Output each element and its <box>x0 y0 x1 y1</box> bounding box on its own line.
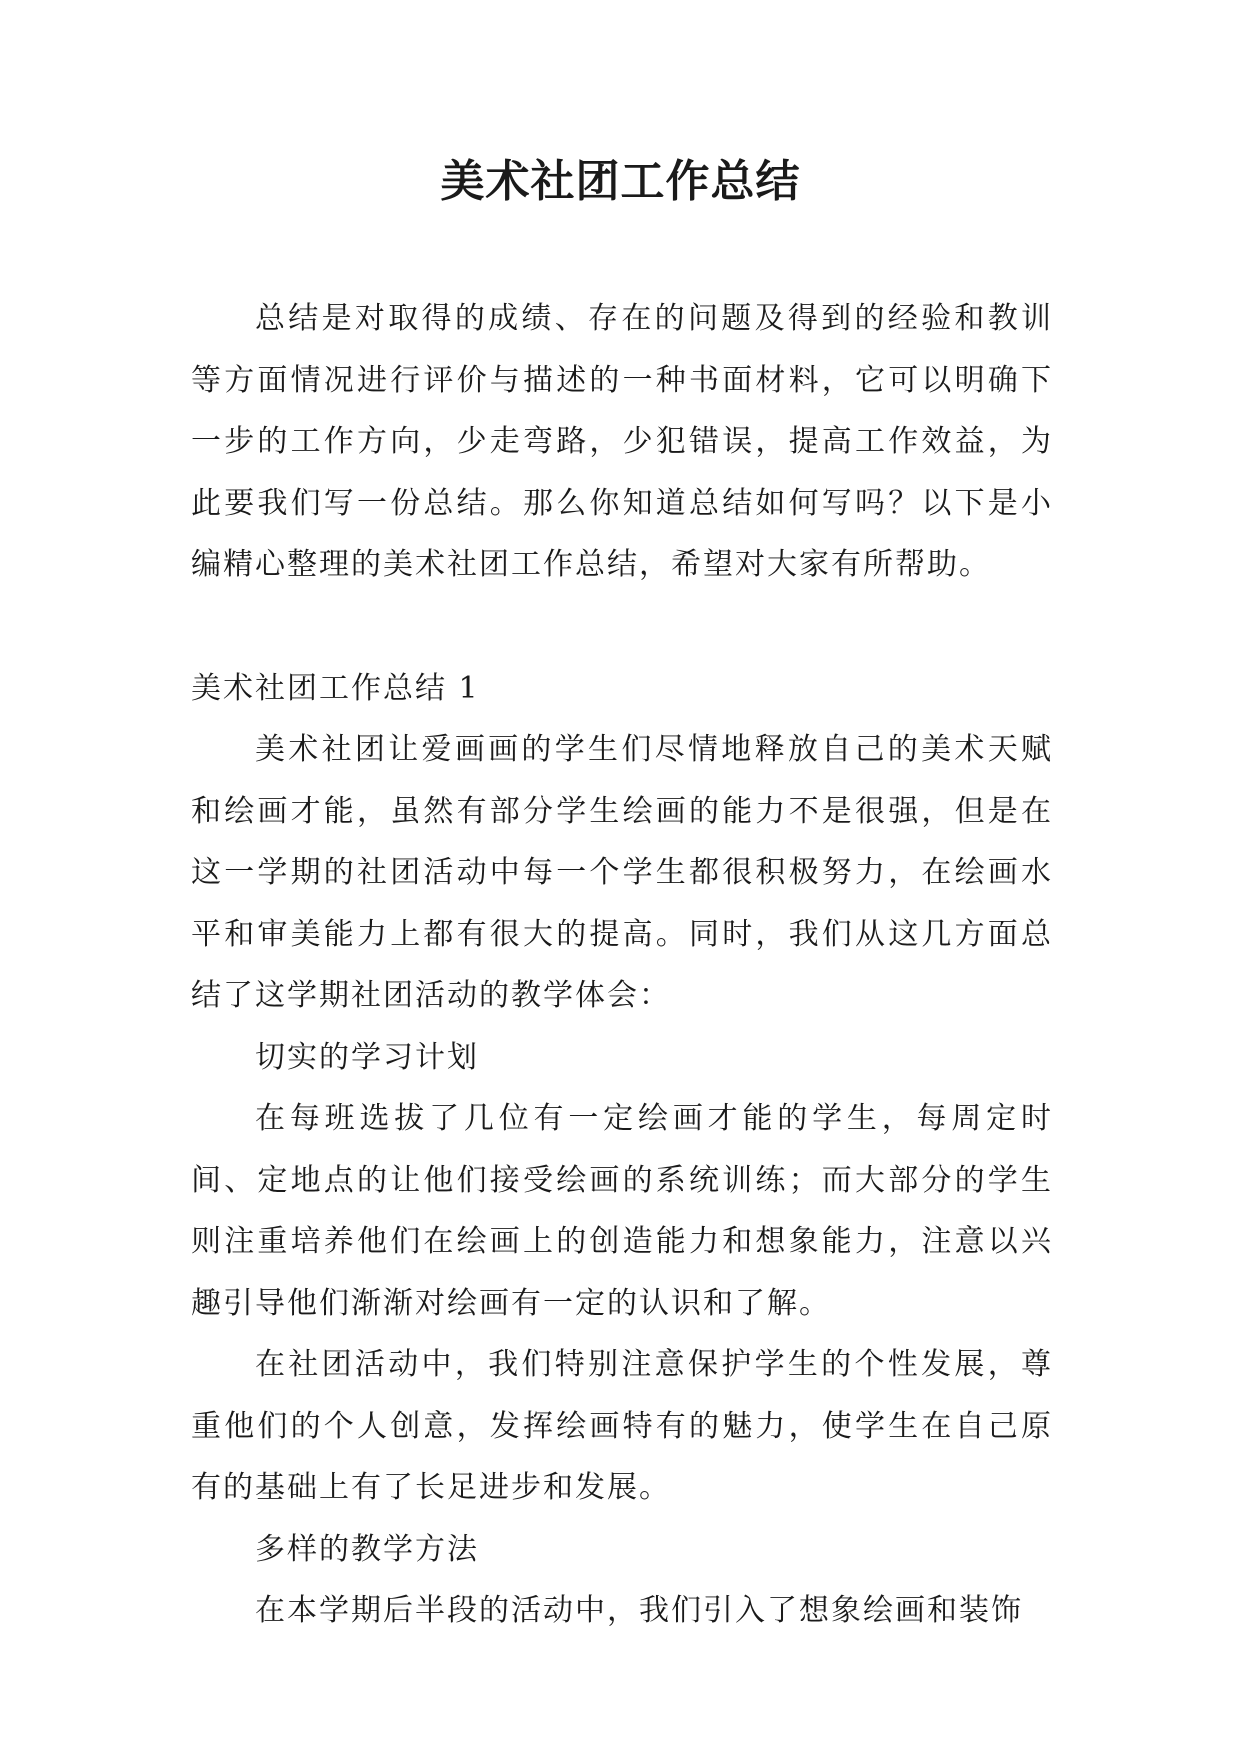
body-paragraph: 在社团活动中，我们特别注意保护学生的个性发展，尊重他们的个人创意，发挥绘画特有的魅力，使学生在自己原有的基础上有了长足进步和发展。 <box>191 1347 1053 1505</box>
body-paragraph: 美术社团让爱画画的学生们尽情地释放自己的美术天赋和绘画才能，虽然有部分学生绘画的能力不是很强，但是在这一学期的社团活动中每一个学生都很积极努力，在绘画水平和审美能力上都有很大的提高。同时，我们从这几方面总结了这学期社团活动的教学体会： <box>191 732 1053 1013</box>
subheading-study-plan: 切实的学习计划 <box>255 1039 479 1075</box>
section-title: 美术社团工作总结 1 <box>191 670 480 706</box>
subheading-teaching-methods: 多样的教学方法 <box>255 1531 479 1567</box>
document-body <box>191 288 1053 1642</box>
document-title: 美术社团工作总结 <box>440 156 801 207</box>
paragraph-spacer <box>191 596 1053 658</box>
body-paragraph: 在本学期后半段的活动中，我们引入了想象绘画和装饰 <box>255 1593 1023 1628</box>
intro-paragraph: 总结是对取得的成绩、存在的问题及得到的经验和教训等方面情况进行评价与描述的一种书面材料，它可以明确下一步的工作方向，少走弯路，少犯错误，提高工作效益，为此要我们写一份总结。那么你知道总结如何写吗？以下是小编精心整理的美术社团工作总结，希望对大家有所帮助。 <box>191 301 1053 582</box>
body-paragraph: 在每班选拔了几位有一定绘画才能的学生，每周定时间、定地点的让他们接受绘画的系统训练；而大部分的学生则注重培养他们在绘画上的创造能力和想象能力，注意以兴趣引导他们渐渐对绘画有一定的认识和了解。 <box>191 1101 1053 1321</box>
